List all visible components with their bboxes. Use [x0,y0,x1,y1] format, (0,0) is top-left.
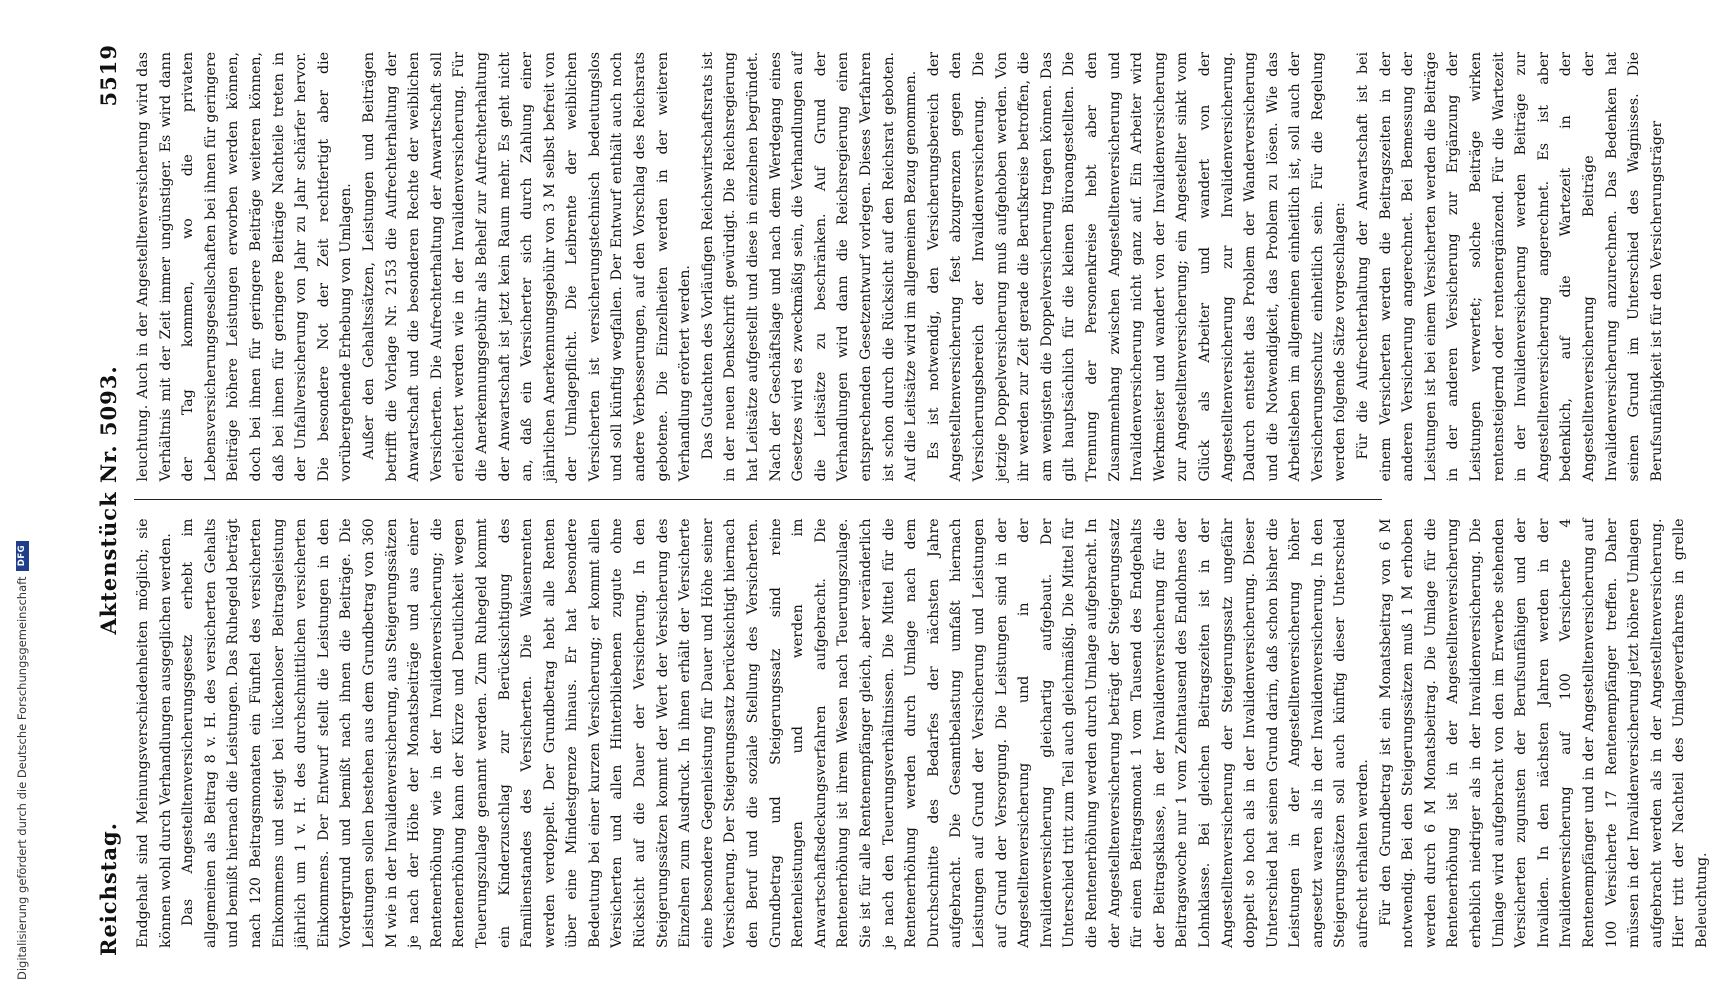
digitization-credit-text: Digitalisierung gefördert durch die Deutsche Forschungsgemeinschaft [15,576,29,980]
paragraph: leuchtung. Auch in der Angestelltenversicherung wird das Verhältnis mit der Zeit immer ungünstiger. Es wird dann der Tag kommen, wo die privaten Lebensversicherungsgesellschaften bei ihnen für geringere Beiträge höhere Leistungen erworben werden können, doch bei ihnen für geringere Beiträge weiteren können, daß bei ihnen für geringere Beiträge Nachteile treten in der Unfallversicherung von Jahr zu Jahr schärfer hervor. Die besondere Not der Zeit rechtfertigt aber die vorübergehende Erhebung von Umlagen. [135,52,355,482]
left-column [132,501,1710,967]
header-left-label: Reichstag. [96,822,121,956]
column-divider [134,500,1382,501]
paragraph: Es ist notwendig, den Versicherungsbereich der Angestelltenversicherung fest abzugrenzen gegen den Versicherungsbereich der Invalidenversicherung. Die jetzige Doppelversicherung muß aufgehoben werden. Von ihr werden zur Zeit gerade die Berufskreise betroffen, die am wenigsten die Doppelversicherung tragen können. Das gilt hauptsächlich für die kleinen Büroangestellten. Die Trennung der Personenkreise hebt aber den Zusammenhang zwischen Angestelltenversicherung und Invalidenversicherung nicht ganz auf. Ein Arbeiter wird Werkmeister und wandert von der Invalidenversicherung zur Angestelltenversicherung; ein Angestellter sinkt vom Glück als Arbeiter und wandert von der Angestelltenversicherung zur Invalidenversicherung. Dadurch entsteht das Problem der Wanderversicherung und die Notwendigkeit, das Problem zu lösen. Wie das Arbeitsleben im allgemeinen einheitlich ist, soll auch der Versicherungsschutz einheitlich sein. Für die Regelung werden folgende Sätze vorgeschlagen: [925,52,1349,482]
paragraph: Für die Aufrechterhaltung der Anwartschaft ist bei einem Versicherten werden die Beitragszeiten in der anderen Versicherung angerechnet. Bei Bemessung der Leistungen ist bei einem Versicherten werden die Beiträge in der anderen Versicherung zur Ergänzung der Leistungen verwertet; solche Beiträge wirken rentensteigernd oder rentenergänzend. Für die Wartezeit in der Invalidenversicherung werden Beiträge zur Angestelltenversicherung angerechnet. Es ist aber bedenklich, auf die Wartezeit in der Angestelltenversicherung Beiträge der Invalidenversicherung anzurechnen. Das Bedenken hat seinen Grund im Unterschied des Wagnisses. Die Berufsunfähigkeit ist für den Versicherungsträger [1355,52,1665,482]
paragraph: Außer den Gehaltssätzen, Leistungen und Beiträgen betrifft die Vorlage Nr. 2153 die Aufrechterhaltung der Anwartschaft und die besonderen Rechte der weiblichen Versicherten. Die Aufrechterhaltung der Anwartschaft soll erleichtert werden wie in der Invalidenversicherung. Für die Anerkennungsgebühr als Behelf zur Aufrechterhaltung der Anwartschaft ist jetzt kein Raum mehr. Es geht nicht an, daß ein Versicherter sich durch Zahlung einer jährlichen Anerkennungsgebühr von 3 M selbst befreit von der Umlagepflicht. Die Leibrente der weiblichen Versicherten ist versicherungstechnisch bedeutungslos und soll künftig wegfallen. Der Entwurf enthält auch noch andere Verbesserungen, auf den Vorschlag des Reichsrats gebotene. Die Einzelheiten werden in der weiteren Verhandlung erörtert werden. [360,52,694,482]
dfg-logo: DFG [16,541,29,571]
digitization-credit [15,541,29,980]
digitization-credit-strip [0,0,30,1000]
text-columns [132,34,1710,966]
scanned-page [64,0,1710,1000]
paragraph: Endgehalt sind Meinungsverschiedenheiten möglich; sie können wohl durch Verhandlungen ausgeglichen werden. [135,518,174,948]
paragraph: Das Gutachten des Vorläufigen Reichswirtschaftsrats ist in der neuen Denkschrift gewürdigt. Die Reichsregierung hat Leitsätze aufgestellt und diese in einzelnen begründet. Nach der Geschäftslage und nach dem Werdegang eines Gesetzes wird es zweckmäßig sein, die Verhandlungen auf die Leitsätze zu beschränken. Auf Grund der Verhandlungen wird dann die Reichsregierung einen entsprechenden Gesetzentwurf vorlegen. Dieses Verfahren ist schon durch die Rücksicht auf den Reichsrat geboten. Auf die Leitsätze wird im allgemeinen Bezug genommen. [699,52,920,482]
page-number: 5519 [96,44,121,107]
paragraph: Für den Grundbetrag ist ein Monatsbeitrag von 6 M notwendig. Bei den Steigerungssätzen muß 1 M erhoben werden durch 6 M Monatsbeitrag. Die Umlage für die Rentenerhöhung ist in der Angestelltenversicherung erheblich niedriger als in der Invalidenversicherung. Die Umlage wird aufgebracht von den im Erwerbe stehenden Versicherten zugunsten der Berufsunfähigen und der Invaliden. In den nächsten Jahren werden in der Invalidenversicherung auf 100 Versicherte 4 Rentenempfänger und in der Angestelltenversicherung auf 100 Versicherte 17 Rentenempfänger treffen. Daher müssen in der Invalidenversicherung jetzt höhere Umlagen aufgebracht werden als in der Angestelltenversicherung. Hier tritt der Nachteil des Umlageverfahrens in grelle Beleuchtung. [1377,518,1710,948]
paragraph: Das Angestelltenversicherungsgesetz erhebt im allgemeinen als Beitrag 8 v. H. des versicherten Gehalts und bemißt hiernach die Leistungen. Das Ruhegeld beträgt nach 120 Beitragsmonaten ein Fünftel des versicherten Einkommens und steigt bei lückenloser Beitragsleistung jährlich um 1 v. H. des durchschnittlichen versicherten Einkommens. Der Entwurf stellt die Leistungen in den Vordergrund und bemißt nach ihnen die Beiträge. Die Leistungen sollen bestehen aus dem Grundbetrag von 360 M wie in der Invalidenversicherung, aus Steigerungssätzen je nach der Höhe der Monatsbeiträge und aus einer Rentenerhöhung wie in der Invalidenversicherung; die Rentenerhöhung kann der Kürze und Deutlichkeit wegen Teuerungszulage genannt werden. Zum Ruhegeld kommt ein Kinderzuschlag zur Berücksichtigung des Familienstandes des Versicherten. Die Waisenrenten werden verdoppelt. Der Grundbetrag hebt alle Renten über eine Mindestgrenze hinaus. Er hat besondere Bedeutung bei einer kurzen Versicherung; er kommt allen Versicherten und allen Hinterbliebenen zugute ohne Rücksicht auf die Dauer der Versicherung. In den Steigerungssätzen kommt der Wert der Versicherung des Einzelnen zum Ausdruck. In ihnen erhält der Versicherte eine besondere Gegenleistung für Dauer und Höhe seiner Versicherung. Der Steigerungssatz berücksichtigt hiernach den Beruf und die soziale Stellung des Versicherten. Grundbetrag und Steigerungssatz sind reine Rentenleistungen und werden im Anwartschaftsdeckungsverfahren aufgebracht. Die Rentenerhöhung ist ihrem Wesen nach Teuerungszulage. Sie ist für alle Rentenempfänger gleich, aber veränderlich je nach den Teuerungsverhältnissen. Die Mittel für die Rentenerhöhung werden durch Umlage nach dem Durchschnitte des Bedarfes der nächsten Jahre aufgebracht. Die Gesamtbelastung umfaßt hiernach Leistungen auf Grund der Versicherung und Leistungen auf Grund der Versorgung. Die Leistungen sind in der Angestelltenversicherung und in der Invalidenversicherung gleichartig aufgebaut. Der Unterschied tritt zum Teil auch gleichmäßig. Die Mittel für die Rentenerhöhung werden durch Umlage aufgebracht. In der Angestelltenversicherung beträgt der Steigerungssatz für einen Beitragsmonat 1 vom Tausend des Endgehalts der Beitragsklasse, in der Invalidenversicherung für die Beitragswoche nur 1 vom Zehntausend des Endlohnes der Lohnklasse. Bei gleichen Beitragszeiten ist in der Angestelltenversicherung der Steigerungssatz ungefähr doppelt so hoch als in der Invalidenversicherung. Dieser Unterschied hat seinen Grund darin, daß schon bisher die Leistungen in der Angestelltenversicherung höher angesetzt waren als in der Invalidenversicherung. In den Steigerungssätzen soll auch künftig dieser Unterschied aufrecht erhalten werden. [180,518,1372,948]
document-page [64,0,1710,1000]
page-header [92,34,126,966]
header-document-number: Aktenstück Nr. 5093. [96,365,121,635]
right-column [132,34,1665,500]
